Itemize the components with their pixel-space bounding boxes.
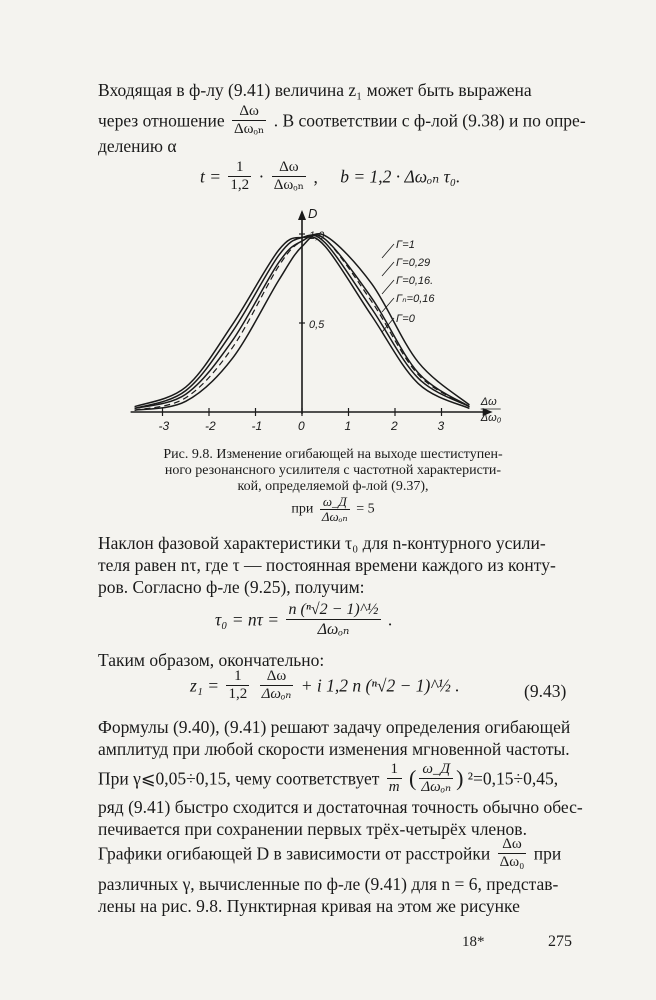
x-tick-label: -3 (158, 419, 170, 433)
para5-line1: При γ⩽0,05÷0,15, чему соответствует $\frac{1}{m}$ ( $\frac{\omega\_Д}{\text{Δωₒₙ}}$ ) ²=0,15÷0,45, (98, 761, 559, 795)
x-tick-label: -2 (205, 419, 216, 433)
figure-caption-line4: при $\frac{\omega\_Д}{\text{Δωₒₙ}}$ = 5 (291, 494, 375, 524)
legend-label: Γ=0 (396, 313, 415, 325)
para5-line3: печивается при сохранении первых трёх-четырёх членов. (98, 819, 527, 839)
formula-tau0: τ₀ = nτ = $\frac{\text{n (ⁿ√2 − 1)\textasciicircum{}½}}{\text{Δωₒₙ}}$ . (215, 601, 393, 638)
equation-number: (9.43) (524, 681, 567, 701)
page-number: 275 (548, 933, 572, 950)
legend-label: Γ=1 (396, 239, 415, 251)
delta-omega-fraction: $\frac{\Delta\omega}{\text{Δωₒₙ}}$ (234, 103, 265, 137)
x-axis-label-den: Δω₀ (480, 412, 502, 424)
x-tick-label: 1 (344, 419, 352, 433)
x-tick-label: 0 (298, 419, 305, 433)
y-axis-label: D (308, 206, 318, 221)
para5-line2: ряд (9.41) быстро сходится и достаточная точность обычно обес- (98, 797, 583, 817)
para1-line2: через отношение $\frac{\Delta\omega}{\text{Δωₒₙ}}$ . В соответствии с ф-лой (9.38) и по опре- (98, 103, 586, 137)
para1-line1: Входящая в ф-лу (9.41) величина z₁ может быть выражена (98, 80, 532, 100)
y-tick-label: 0,5 (309, 319, 325, 331)
para1-line3: делению α (98, 136, 177, 156)
para4-line2: амплитуд при любой скорости изменения мгновенной частоты. (98, 739, 570, 759)
figure-caption-line2: ного резонансного усилителя с частотной характеристи- (164, 463, 502, 478)
envelope-chart (0, 200, 656, 440)
para2-line2: теля равен nτ, где τ — постоянная времени каждого из конту- (98, 555, 556, 575)
legend-leader (382, 318, 394, 332)
y-tick-label: 1,0 (309, 230, 325, 242)
para4-line1: Формулы (9.40), (9.41) решают задачу определения огибающей (98, 717, 571, 737)
para2-line3: ров. Согласно ф-ле (9.25), получим: (98, 577, 365, 597)
figure-caption-line3: кой, определяемой ф-лой (9.37), (237, 479, 429, 494)
legend-leader (382, 262, 394, 276)
formula-t-b: t = $\frac{1}{1,2}$ · $\frac{\Delta\omega}{\text{Δωₒₙ}}$ , b = 1,2 · Δωₒₙ τ₀. (200, 159, 461, 193)
x-axis-label-num: Δω (480, 396, 497, 408)
para3-line1: Таким образом, окончательно: (98, 650, 325, 670)
y-axis-arrow (298, 210, 306, 220)
para6-line2: различных γ, вычисленные по ф-ле (9.41) для n = 6, представ- (98, 874, 559, 894)
figure-caption-line1: Рис. 9.8. Изменение огибающей на выходе шестиступен- (163, 447, 503, 462)
legend-label: Γₙ=0,16 (396, 293, 435, 305)
legend-label: Γ=0,16. (396, 275, 434, 287)
legend-leader (382, 280, 394, 294)
para6-line3: лены на рис. 9.8. Пунктирная кривая на этом же рисунке (98, 896, 520, 916)
signature-mark: 18* (462, 934, 485, 950)
para2-line1: Наклон фазовой характеристики τ₀ для n-контурного усили- (98, 533, 546, 553)
para6-line1: Графики огибающей D в зависимости от расстройки $\frac{\Delta\omega}{\text{Δω₀}}$ при (98, 836, 562, 870)
x-tick-label: 3 (437, 419, 445, 433)
x-tick-label: 2 (391, 419, 398, 433)
legend-leader (382, 244, 394, 258)
formula-z1: z₁ = $\frac{1}{1,2}$ $\frac{\Delta\omega}{\text{Δωₒₙ}}$ + i 1,2 n (ⁿ√2 − 1)^½ . (190, 668, 460, 702)
legend-label: Γ=0,29 (396, 257, 431, 269)
x-tick-label: -1 (251, 419, 263, 433)
